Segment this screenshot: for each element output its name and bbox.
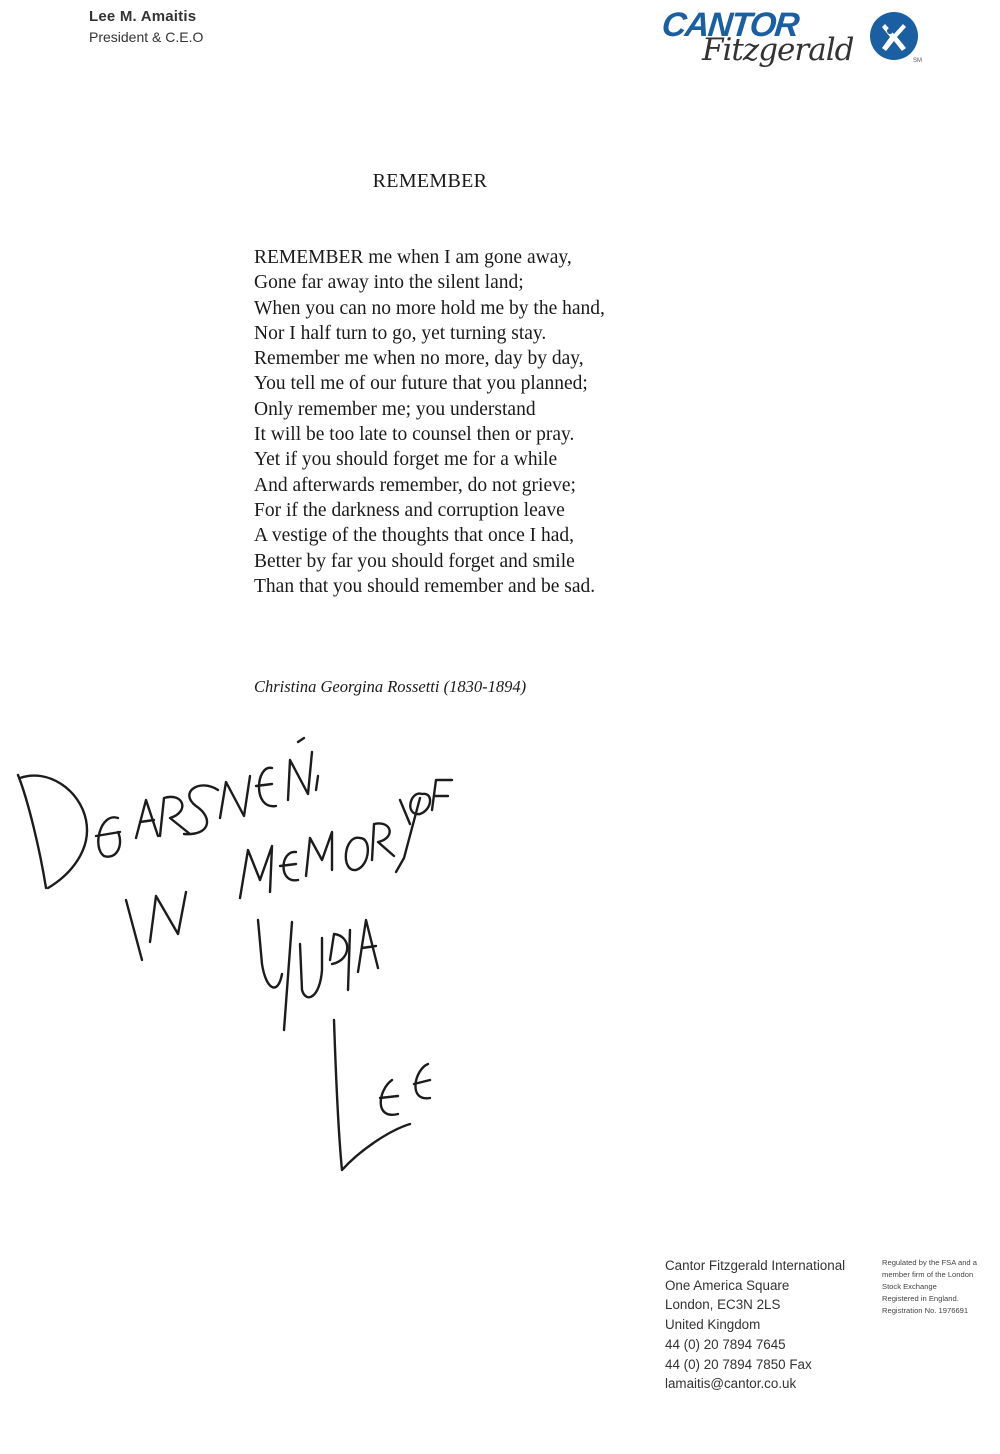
address-line: London, EC3N 2LS <box>665 1297 781 1313</box>
email-address: lamaitis@cantor.co.uk <box>665 1376 797 1392</box>
address-line: United Kingdom <box>665 1317 761 1333</box>
address-line: Cantor Fitzgerald International <box>665 1258 846 1273</box>
poem-title: REMEMBER <box>372 170 488 192</box>
handwriting-in-memory-of <box>126 780 452 960</box>
poem-line: Remember me when no more, day by day, <box>254 348 584 370</box>
regulatory-line: Registration No. 1976691 <box>882 1306 969 1315</box>
poem-line: Only remember me; you understand <box>254 398 536 420</box>
sender-title: President & C.E.O <box>89 29 204 45</box>
footer-address <box>665 1256 845 1394</box>
poem-line: Yet if you should forget me for a while <box>254 449 558 471</box>
handwriting-yudia <box>258 920 378 1030</box>
poem-line: Nor I half turn to go, yet turning stay. <box>254 322 547 344</box>
poem-line: It will be too late to counsel then or pray. <box>254 424 575 446</box>
logo-wordmark-fitzgerald: Fitzgerald <box>702 32 854 68</box>
poem-attribution: Christina Georgina Rossetti (1830-1894) <box>254 677 527 696</box>
service-mark: SM <box>913 58 922 64</box>
handwritten-note <box>0 720 480 1180</box>
poem-line: Than that you should remember and be sad. <box>254 575 596 597</box>
poem-body <box>254 245 605 599</box>
poem-line: When you can no more hold me by the hand, <box>254 297 605 319</box>
poem-line: A vestige of the thoughts that once I had, <box>254 525 575 547</box>
footer-regulatory-notice <box>882 1257 1000 1317</box>
handwriting-dear-sneh <box>18 738 318 888</box>
sender-name: Lee M. Amaitis <box>89 8 197 25</box>
phone-number: 44 (0) 20 7894 7645 <box>665 1336 786 1352</box>
poem-line: For if the darkness and corruption leave <box>254 499 565 521</box>
address-line: One America Square <box>665 1277 790 1293</box>
logo-emblem-icon <box>868 10 920 62</box>
poem-line: You tell me of our future that you planned; <box>254 373 588 395</box>
handwriting-signature-lee <box>334 1020 430 1170</box>
fax-number: 44 (0) 20 7894 7850 Fax <box>665 1356 812 1372</box>
logo-wordmark-cantor: CANTOR <box>660 6 800 44</box>
company-logo <box>660 6 935 86</box>
poem-line: Better by far you should forget and smile <box>254 550 575 572</box>
poem-line: And afterwards remember, do not grieve; <box>254 474 576 496</box>
regulatory-line: Regulated by the FSA and a <box>882 1258 977 1267</box>
regulatory-line: member firm of the London <box>882 1270 974 1279</box>
poem-line: Gone far away into the silent land; <box>254 272 524 294</box>
regulatory-line: Registered in England. <box>882 1294 959 1303</box>
poem-line: REMEMBER me when I am gone away, <box>254 247 572 268</box>
regulatory-line: Stock Exchange <box>882 1282 937 1291</box>
letterhead-sender <box>89 8 203 45</box>
